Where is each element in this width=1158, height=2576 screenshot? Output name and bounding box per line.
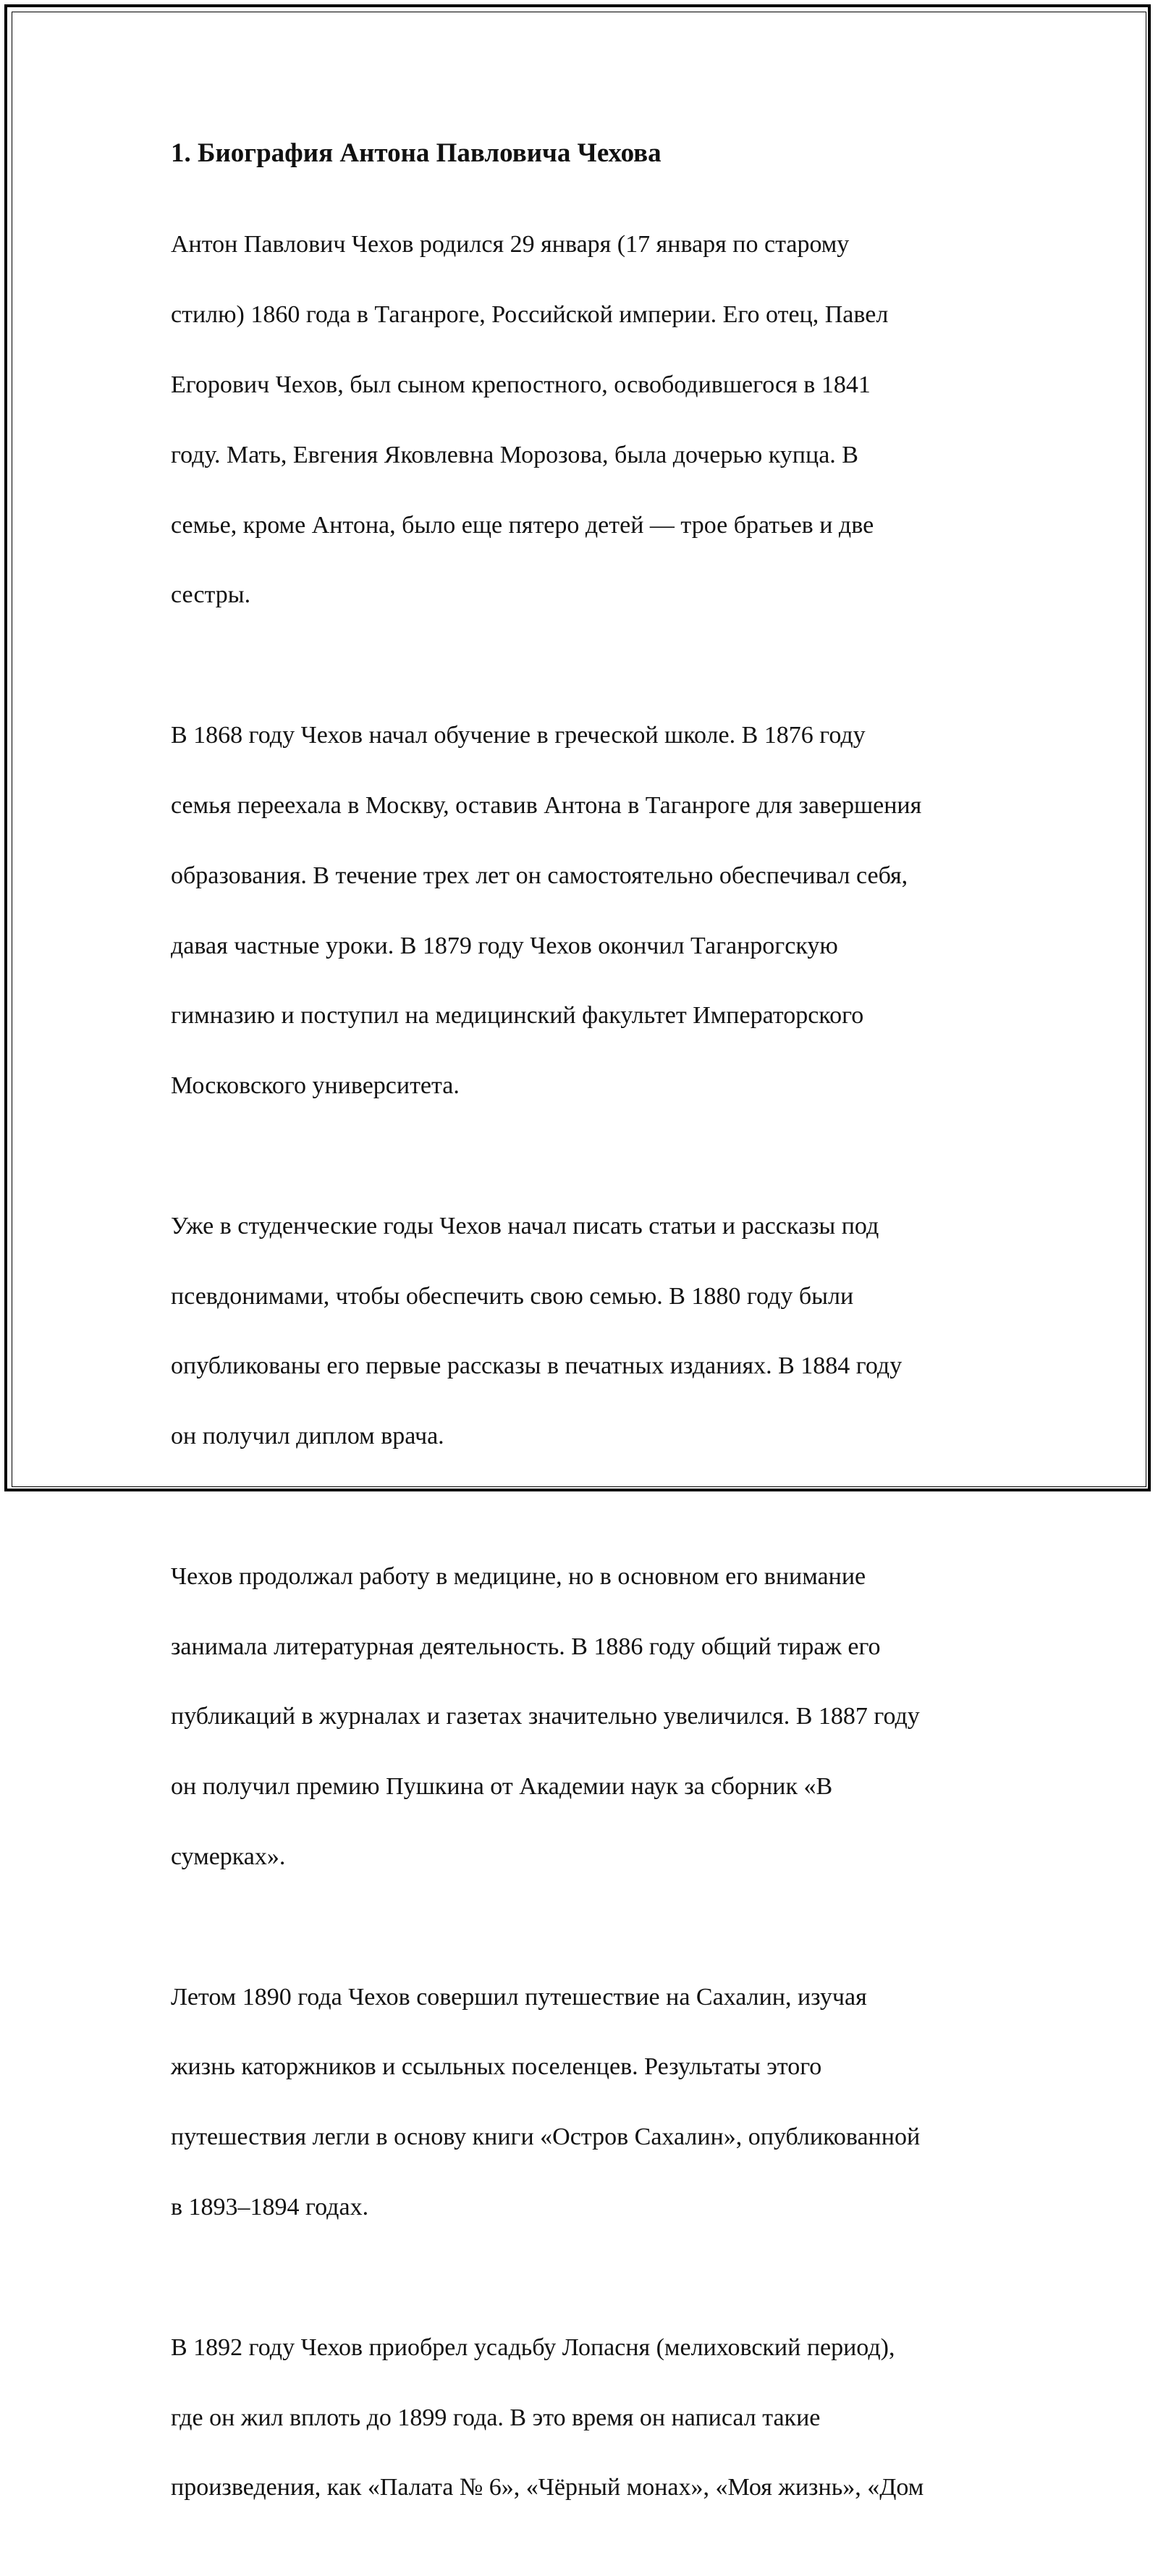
text-line: гимназию и поступил на медицинский факультет Императорского [171, 1002, 864, 1030]
text-line: стилю) 1860 года в Таганроге, Российской империи. Его отец, Павел [171, 301, 889, 329]
text-line: Антон Павлович Чехов родился 29 января (17 января по старому [171, 231, 850, 258]
text-line: образования. В течение трех лет он самостоятельно обеспечивал себя, [171, 862, 908, 889]
text-line: давая частные уроки. В 1879 году Чехов окончил Таганрогскую [171, 932, 838, 959]
paragraph-sakhalin [171, 1945, 989, 2260]
text-line: Егорович Чехов, был сыном крепостного, освободившегося в 1841 [171, 371, 871, 399]
text-line: сумерках». [171, 1843, 286, 1871]
paragraph-birth [171, 193, 989, 648]
text-line: жизнь каторжников и ссыльных поселенцев. Результаты этого [171, 2053, 822, 2081]
text-line: где он жил вплоть до 1899 года. В это время он написал такие [171, 2404, 821, 2431]
paragraph-literary-career [171, 1524, 989, 1909]
text-line: Летом 1890 года Чехов совершил путешествие на Сахалин, изучая [171, 1983, 867, 2011]
text-line: семья переехала в Москву, оставив Антона в Таганроге для завершения [171, 791, 922, 819]
paragraph-education [171, 683, 989, 1139]
text-line: он получил премию Пушкина от Академии наук за сборник «В [171, 1773, 833, 1801]
text-line: занимала литературная деятельность. В 1886 году общий тираж его [171, 1633, 881, 1660]
section-heading: 1. Биография Антона Павловича Чехова [171, 138, 662, 168]
text-line: В 1868 году Чехов начал обучение в греческой школе. В 1876 году [171, 722, 866, 749]
text-line: сестры. [171, 581, 251, 609]
text-line: в 1893–1894 годах. [171, 2194, 369, 2221]
text-line: В 1892 году Чехов приобрел усадьбу Лопасня (мелиховский период), [171, 2333, 895, 2361]
text-line: семье, кроме Антона, было еще пятеро детей — трое братьев и две [171, 511, 874, 539]
text-line: публикаций в журналах и газетах значительно увеличился. В 1887 году [171, 1703, 920, 1730]
paragraph-melikhovo [171, 2295, 989, 2541]
text-line: опубликованы его первые рассказы в печатных изданиях. В 1884 году [171, 1352, 903, 1380]
text-line: псевдонимами, чтобы обеспечить свою семью. В 1880 году были [171, 1282, 854, 1310]
document-body [171, 135, 989, 2576]
text-line: году. Мать, Евгения Яковлевна Морозова, была дочерью купца. В [171, 441, 858, 468]
text-line: Уже в студенческие годы Чехов начал писать статьи и рассказы под [171, 1212, 879, 1239]
paragraph-student-years [171, 1174, 989, 1489]
text-line: Чехов продолжал работу в медицине, но в основном его внимание [171, 1562, 866, 1590]
text-line: он получил диплом врача. [171, 1423, 444, 1450]
text-line: произведения, как «Палата № 6», «Чёрный монах», «Моя жизнь», «Дом [171, 2474, 924, 2501]
text-line: путешествия легли в основу книги «Остров Сахалин», опубликованной [171, 2123, 921, 2151]
text-line: Московского университета. [171, 1072, 460, 1100]
